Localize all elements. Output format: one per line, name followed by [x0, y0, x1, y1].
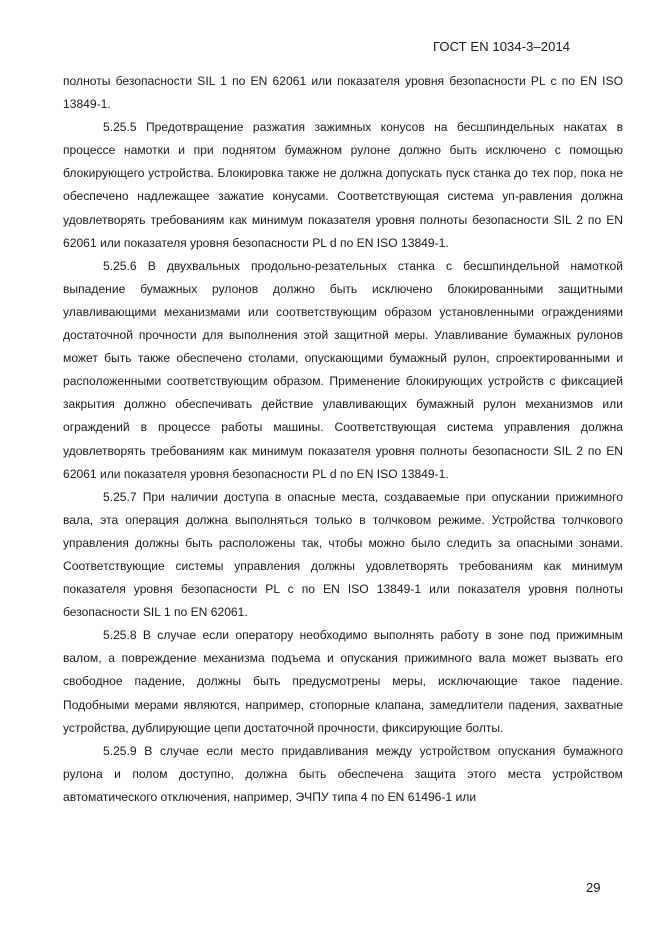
- standard-designation: ГОСТ EN 1034-3–2014: [433, 39, 571, 54]
- paragraph-5-25-9: 5.25.9 В случае если место придавливания между устройством опускания бумажного рулона и полом доступно, должна быть обеспечена защита этого места устройством автоматического отключения, например, ЭЧПУ типа 4 по EN 61496-1 или: [63, 743, 623, 804]
- paragraph-5-25-7: 5.25.7 При наличии доступа в опасные места, создаваемые при опускании прижимного вала, эта операция должна выполняться только в толчковом режиме. Устройства толчкового управления должны быть расположены так, чтобы можно было следить за опасными зонами. Соответствующие системы управления должны удовлетворять требованиям как минимум показателя уровня безопасности PL c по EN ISO 13849-1 или показателя уровня полноты безопасности SIL 1 по EN 62061.: [63, 489, 623, 620]
- paragraph-5-25-8: 5.25.8 В случае если оператору необходимо выполнять работу в зоне под прижимным валом, а повреждение механизма подъема и опускания прижимного вала может вызвать его свободное падение, должны быть предусмотрены меры, исключающие такое падение. Подобными мерами являются, например, стопорные клапана, замедлители падения, захватные устройства, дублирующие цепи достаточной прочности, фиксирующие болты.: [63, 628, 623, 735]
- document-body: [63, 70, 623, 809]
- document-header: [433, 39, 570, 54]
- paragraph-5-25-6: 5.25.6 В двухвальных продольно-резательных станка с бесшпиндельной намоткой выпадение бумажных рулонов должно быть исключено блокированными защитными улавливающими механизмами или соответствующим образом установленными ограждениями достаточной прочности для выполнения этой защитной меры. Улавливание бумажных рулонов может быть также обеспечено столами, опускающими бумажный рулон, спроектированными и расположенными соответствующим образом. Применение блокирующих устройств с фиксацией закрытия должно обеспечивать действие улавливающих бумажный рулон механизмов или ограждений в процессе работы машины. Соответствующая система управления должна удовлетворять требованиям как минимум показателя уровня полноты безопасности SIL 2 по EN 62061 или показателя уровня безопасности PL d по EN ISO 13849-1.: [63, 258, 623, 481]
- paragraph-continuation: полноты безопасности SIL 1 по EN 62061 или показателя уровня безопасности PL c по EN ISO 13849-1.: [63, 74, 623, 112]
- paragraph-5-25-5: 5.25.5 Предотвращение разжатия зажимных конусов на бесшпиндельных накатах в процессе намотки и при поднятом бумажном рулоне должно быть исключено с помощью блокирующего устройства. Блокировка также не должна допускать пуск станка до тех пор, пока не обеспечено надлежащее зажатие конусами. Соответствующая система уп-равления должна удовлетворять требованиям как минимум показателя уровня полноты безопасности SIL 2 по EN 62061 или показателя уровня безопасности PL d по EN ISO 13849-1.: [63, 120, 623, 250]
- page-number: 29: [586, 880, 601, 895]
